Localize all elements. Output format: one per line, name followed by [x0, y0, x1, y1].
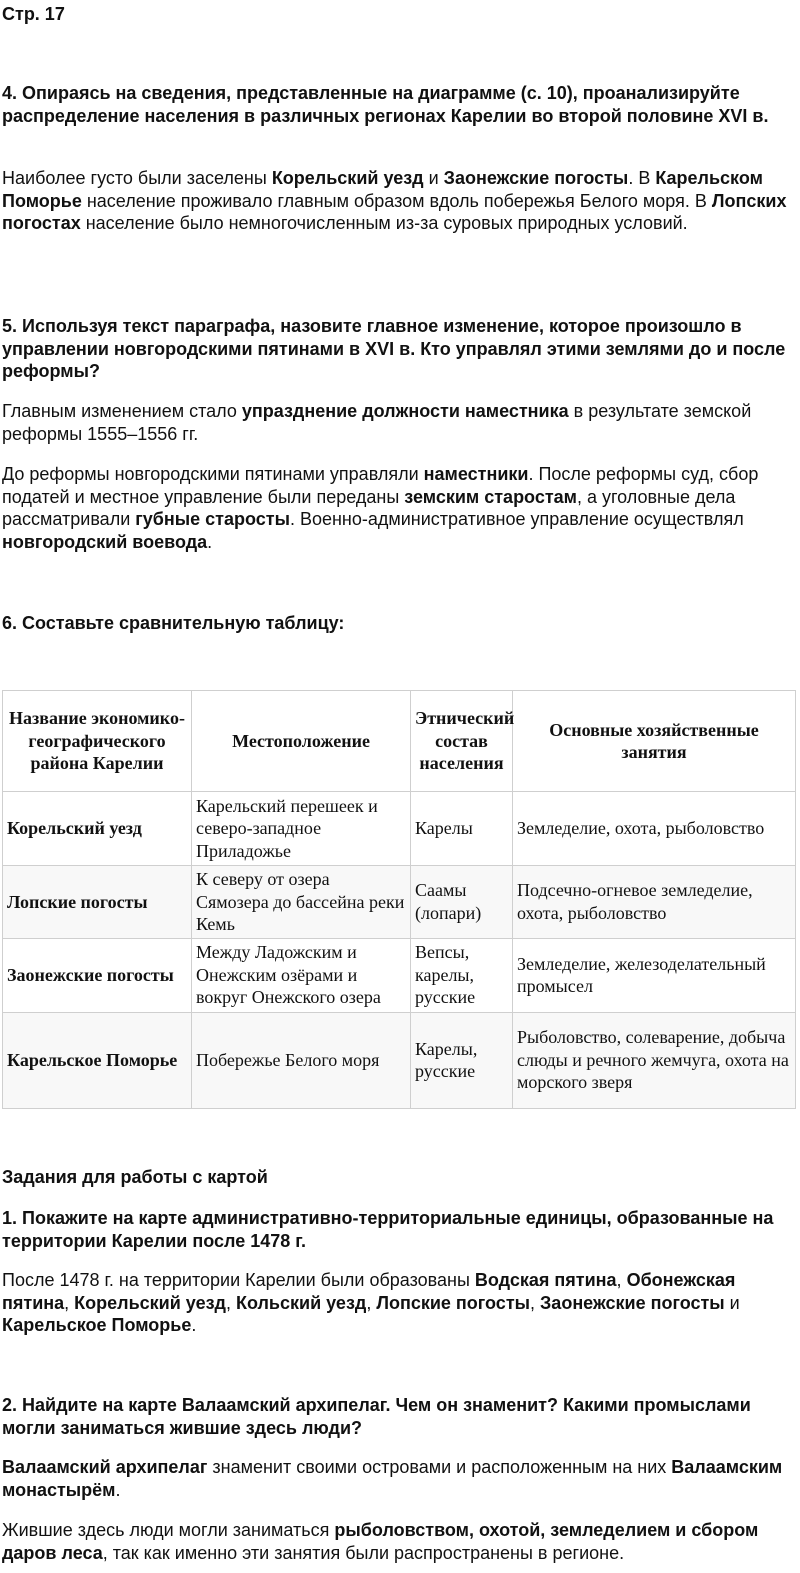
emphasis-text: упразднение должности наместника	[241, 401, 569, 421]
location-cell: Между Ладожским и Онежским озёрами и вокруг Онежского озера	[192, 938, 411, 1012]
emphasis-text: Валаамским монастырём	[2, 1457, 783, 1500]
location-cell: К северу от озера Сямозера до бассейна реки Кемь	[192, 866, 411, 939]
ethnic-cell: Карелы	[411, 792, 513, 866]
map-task-2-question: 2. Найдите на карте Валаамский архипелаг. Чем он знаменит? Какими промыслами могли заниматься жившие здесь люди?	[2, 1395, 751, 1438]
emphasis-text: Карельское Поморье	[2, 1315, 192, 1335]
text-run: . Военно-административное управление осуществлял	[289, 509, 744, 529]
text-run: ,	[366, 1292, 377, 1313]
emphasis-text: губные старосты	[135, 509, 290, 529]
table-header-cell: Название экономико-географического района Карелии	[3, 691, 192, 792]
region-name-cell: Лопские погосты	[3, 866, 192, 939]
text-run: , а уголовные дела рассматривали	[2, 486, 736, 529]
emphasis-text: Обонежская пятина	[2, 1270, 736, 1313]
text-run: и	[724, 1292, 740, 1313]
map-task-2-answer-1	[2, 1456, 794, 1501]
table-header-cell: Местоположение	[192, 691, 411, 792]
ethnic-cell: Саамы (лопари)	[411, 866, 513, 939]
emphasis-text: наместники	[423, 464, 529, 484]
text-run: До реформы новгородскими пятинами управляли	[2, 464, 424, 484]
text-run: .	[191, 1315, 197, 1335]
region-name-cell: Корельский уезд	[3, 792, 192, 866]
answer-5-paragraph-1	[2, 400, 794, 445]
emphasis-text: Лопских погостах	[2, 190, 787, 233]
map-task-1-question: 1. Покажите на карте административно-территориальные единицы, образованные на территории Карелии после 1478 г.	[2, 1208, 774, 1251]
table-header-cell: Основные хозяйственные занятия	[513, 691, 796, 792]
emphasis-text: Корельский уезд	[74, 1292, 226, 1313]
text-run: . В	[628, 168, 656, 188]
text-run: население проживало главным образом вдоль побережья Белого моря. В	[81, 190, 712, 211]
table-header-cell: Этнический состав населения	[411, 691, 513, 792]
question-6: 6. Составьте сравнительную таблицу:	[2, 613, 345, 633]
text-run: ,	[530, 1292, 541, 1313]
emphasis-text: новгородский воевода	[2, 531, 208, 552]
location-cell: Побережье Белого моря	[192, 1012, 411, 1108]
map-task-1-answer	[2, 1269, 794, 1337]
page-label: Стр. 17	[2, 4, 65, 24]
emphasis-text: земским старостам	[404, 486, 577, 507]
emphasis-text: Карельском Поморье	[2, 168, 763, 211]
emphasis-text: Валаамский архипелаг	[2, 1457, 208, 1477]
answer-5-paragraph-2	[2, 463, 794, 553]
text-run: в результате земской реформы 1555–1556 гг.	[2, 401, 752, 444]
question-4: 4. Опираясь на сведения, представленные на диаграмме (с. 10), проанализируйте распределение населения в различных регионах Карелии во второй половине XVI в.	[2, 83, 769, 126]
economy-cell: Подсечно-огневое земледелие, охота, рыболовство	[513, 866, 796, 939]
table-row	[3, 866, 796, 939]
emphasis-text: Корельский уезд	[271, 168, 424, 188]
text-run: знаменит своими островами и расположенным на них	[207, 1457, 672, 1477]
text-run: .	[115, 1479, 121, 1500]
ethnic-cell: Вепсы, карелы, русские	[411, 938, 513, 1012]
emphasis-text: Кольский уезд	[235, 1292, 367, 1313]
text-run: После 1478 г. на территории Карелии были образованы	[2, 1270, 475, 1290]
location-cell: Карельский перешеек и северо-западное Приладожье	[192, 792, 411, 866]
table-row	[3, 792, 796, 866]
map-task-2-answer-2	[2, 1519, 794, 1564]
emphasis-text: Заонежские погосты	[540, 1292, 725, 1313]
emphasis-text: Заонежские погосты	[443, 168, 629, 188]
region-name-cell: Заонежские погосты	[3, 938, 192, 1012]
table-header-row	[3, 691, 796, 792]
text-run: ,	[64, 1292, 75, 1313]
text-run: ,	[616, 1270, 627, 1290]
text-run: . После реформы суд, сбор податей и местное управление были переданы	[2, 464, 759, 507]
text-run: , так как именно эти занятия были распространены в регионе.	[102, 1542, 625, 1563]
question-5: 5. Используя текст параграфа, назовите главное изменение, которое произошло в управлении новгородскими пятинами в XVI в. Кто управлял этими землями до и после реформы?	[2, 316, 786, 381]
emphasis-text: Водская пятина	[474, 1270, 617, 1290]
text-run: и	[423, 168, 444, 188]
text-run: Жившие здесь люди могли заниматься	[2, 1520, 335, 1540]
economy-cell: Рыболовство, солеварение, добыча слюды и речного жемчуга, охота на морского зверя	[513, 1012, 796, 1108]
text-run: Главным изменением стало	[2, 401, 242, 421]
map-tasks-heading: Задания для работы с картой	[2, 1167, 268, 1187]
table-row	[3, 938, 796, 1012]
emphasis-text: рыболовством, охотой, земледелием и сбором даров леса	[2, 1520, 759, 1563]
text-run: население было немногочисленным из-за суровых природных условий.	[80, 213, 688, 233]
comparison-table	[2, 690, 796, 1109]
table-row	[3, 1012, 796, 1108]
text-run: .	[207, 531, 213, 552]
text-run: Наиболее густо были заселены	[2, 168, 272, 188]
ethnic-cell: Карелы, русские	[411, 1012, 513, 1108]
text-run: ,	[225, 1292, 236, 1313]
emphasis-text: Лопские погосты	[376, 1292, 531, 1313]
economy-cell: Земледелие, охота, рыболовство	[513, 792, 796, 866]
economy-cell: Земледелие, железоделательный промысел	[513, 938, 796, 1012]
region-name-cell: Карельское Поморье	[3, 1012, 192, 1108]
answer-4	[2, 167, 794, 235]
